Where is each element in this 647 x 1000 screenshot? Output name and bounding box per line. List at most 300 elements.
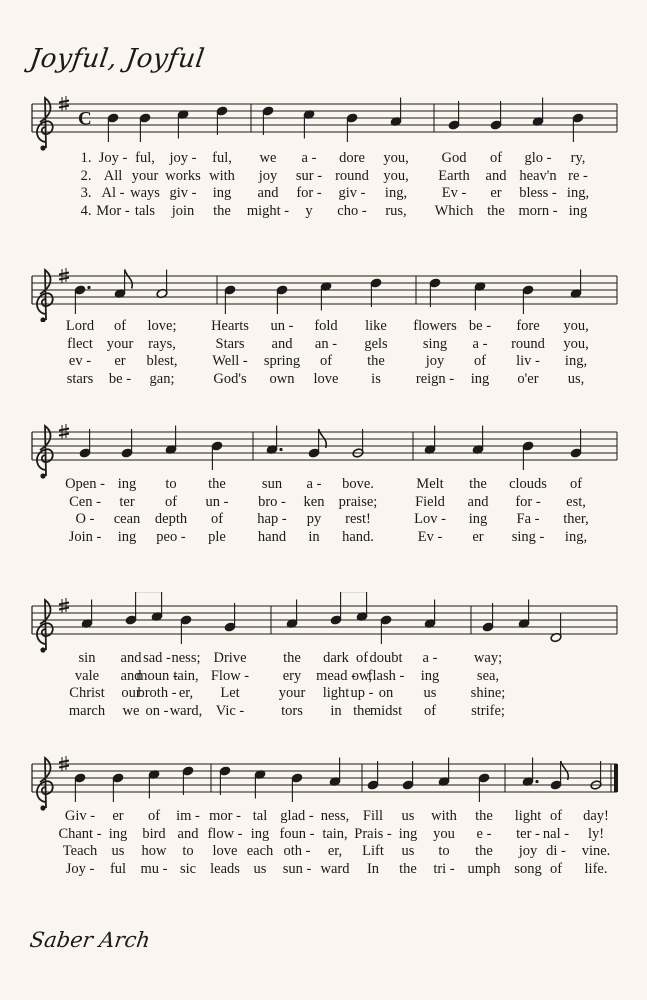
lyric-syllable: the: [353, 702, 371, 719]
lyric-syllable: you,: [563, 335, 589, 352]
lyric-syllable: sun -: [282, 860, 312, 877]
lyric-syllable: the: [487, 202, 505, 219]
lyric-syllable: Al -: [101, 185, 125, 201]
lyric-syllable: praise;: [338, 493, 378, 510]
lyric-syllable: Christ: [69, 685, 105, 701]
lyric-syllable: and: [177, 825, 199, 842]
note: [262, 106, 274, 135]
lyric-syllable: reign -: [415, 370, 455, 387]
note: [329, 758, 341, 787]
lyric-syllable: Mor -: [96, 202, 130, 219]
lyric-syllable: sad -: [143, 650, 171, 666]
lyric-syllable: tri -: [433, 860, 455, 877]
lyric-syllable: the: [399, 860, 417, 877]
note: [308, 429, 326, 458]
lyric-line-verse-4: [0, 861, 647, 878]
lyric-syllable: depth: [154, 511, 188, 527]
lyric-syllable: the: [469, 476, 487, 492]
lyric-syllable: Ev -: [417, 528, 443, 545]
lyric-syllable: up -: [350, 685, 374, 701]
lyric-syllable: of: [319, 353, 333, 369]
lyric-line-verse-3: [0, 185, 647, 202]
lyric-syllable: Lord: [65, 318, 95, 334]
lyric-syllable: strife;: [471, 702, 505, 719]
lyric-syllable: est,: [566, 493, 586, 510]
lyric-syllable: flowers: [413, 318, 457, 334]
note: [165, 426, 177, 455]
lyric-syllable: day!: [583, 808, 609, 824]
lyric-syllable: er,: [178, 685, 194, 701]
flag: [125, 270, 133, 289]
lyric-syllable: bro -: [258, 493, 286, 510]
lyric-syllable: way;: [473, 650, 503, 666]
lyric-syllable: of: [147, 808, 161, 824]
note: [490, 101, 502, 130]
lyric-syllable: ways: [130, 185, 160, 201]
note: [390, 98, 402, 127]
lyric-syllable: vale: [74, 667, 100, 684]
lyric-syllable: the: [367, 353, 385, 369]
lyric-syllable: us: [253, 860, 267, 877]
music-system-3: [0, 418, 647, 558]
lyric-syllable: O -: [75, 511, 95, 527]
lyric-syllable: of: [164, 493, 178, 510]
lyric-syllable: ry,: [570, 150, 586, 166]
lyric-syllable: Joy -: [65, 860, 95, 877]
staff-svg: [0, 262, 647, 322]
verse-number: 3.: [80, 185, 92, 201]
lyric-syllable: flect: [67, 335, 93, 352]
note: [320, 281, 332, 310]
lyric-syllable: is: [371, 370, 381, 387]
lyric-syllable: ing: [568, 202, 588, 219]
lyric-syllable: sic: [179, 860, 197, 877]
lyric-syllable: umph: [467, 860, 501, 877]
lyric-syllable: you: [433, 825, 455, 842]
lyric-syllable: in: [330, 702, 342, 719]
lyric-line-verse-3: [0, 353, 647, 370]
lyric-syllable: flash -: [367, 667, 405, 684]
lyric-line-verse-2: [0, 168, 647, 185]
lyric-syllable: we: [122, 702, 140, 719]
lyric-syllable: Prais -: [354, 825, 392, 842]
music-system-5: [0, 750, 647, 890]
lyric-syllable: of: [210, 511, 224, 527]
lyric-syllable: Teach: [62, 843, 98, 859]
note: [182, 766, 194, 795]
lyric-syllable: God: [441, 150, 467, 166]
lyric-syllable: Lift: [362, 843, 384, 859]
note: [303, 109, 315, 138]
lyric-syllable: and: [467, 493, 489, 510]
note: [380, 615, 392, 644]
lyric-syllable: us,: [567, 370, 585, 387]
lyric-syllable: and: [257, 185, 279, 201]
lyric-syllable: us: [111, 843, 125, 859]
lyric-line-verse-4: [0, 203, 647, 220]
lyric-syllable: bove.: [342, 476, 374, 492]
note: [148, 769, 160, 798]
note: [522, 758, 539, 787]
lyric-syllable: Giv -: [64, 808, 96, 824]
note: [224, 285, 236, 314]
note: [224, 603, 236, 632]
lyric-syllable: your: [278, 685, 306, 701]
note: [590, 761, 602, 790]
lyric-syllable: fore: [516, 318, 540, 334]
lyric-syllable: leads: [210, 860, 240, 877]
lyric-syllable: join: [171, 202, 195, 219]
lyric-line-verse-2: [0, 668, 647, 685]
lyric-syllable: er: [114, 353, 126, 369]
lyric-syllable: and: [120, 650, 142, 666]
lyric-syllable: sin: [78, 650, 96, 666]
lyric-line-verse-3: [0, 511, 647, 528]
lyric-syllable: us: [423, 685, 437, 701]
verse-number: 4.: [80, 202, 92, 219]
lyric-syllable: ly!: [587, 825, 605, 842]
lyric-syllable: ness,: [320, 808, 350, 824]
lyric-syllable: works: [165, 167, 201, 184]
lyric-syllable: ple: [208, 528, 226, 545]
dot: [535, 780, 538, 783]
note: [107, 113, 119, 142]
lyric-syllable: ing: [117, 528, 137, 545]
note: [448, 101, 460, 130]
lyric-syllable: mor -: [209, 808, 241, 824]
lyric-syllable: broth -: [137, 685, 177, 701]
lyric-syllable: on: [378, 685, 394, 701]
lyric-syllable: the: [475, 808, 493, 824]
time-signature: C: [78, 108, 92, 130]
lyric-syllable: ter -: [516, 825, 540, 842]
music-system-1: [0, 90, 647, 230]
lyric-syllable: of: [569, 476, 583, 492]
lyric-line-verse-1: [0, 318, 647, 335]
lyric-syllable: joy: [425, 353, 445, 369]
lyric-syllable: py: [306, 511, 322, 527]
lyric-syllable: an -: [314, 335, 338, 352]
note: [125, 592, 137, 625]
lyric-syllable: to: [438, 843, 450, 859]
lyric-syllable: liv -: [516, 353, 540, 369]
lyric-syllable: ness;: [171, 650, 201, 666]
lyric-syllable: rus,: [385, 202, 407, 219]
verse-number: 1.: [80, 150, 92, 166]
lyric-syllable: hand.: [342, 528, 374, 545]
lyric-syllable: of: [549, 808, 563, 824]
music-system-2: [0, 262, 647, 402]
lyric-syllable: Lov -: [414, 511, 446, 527]
note: [177, 109, 189, 138]
lyric-line-verse-1: [0, 650, 647, 667]
lyric-syllable: Open -: [65, 476, 105, 492]
lyric-syllable: dore: [339, 150, 365, 166]
lyric-syllable: clouds: [509, 476, 547, 492]
lyric-syllable: ing: [108, 825, 128, 842]
lyric-syllable: march: [68, 702, 106, 719]
lyric-syllable: tain,: [322, 825, 348, 842]
lyric-syllable: Flow -: [210, 667, 250, 684]
lyric-syllable: ing: [398, 825, 418, 842]
lyric-syllable: to: [165, 476, 177, 492]
note: [472, 426, 484, 455]
lyric-syllable: gan;: [149, 370, 175, 387]
lyric-syllable: shine;: [470, 685, 506, 701]
note: [550, 614, 562, 643]
lyric-syllable: sur -: [295, 167, 323, 184]
note: [346, 113, 358, 142]
lyric-line-verse-4: [0, 703, 647, 720]
lyric-syllable: ing: [212, 185, 232, 201]
lyric-syllable: bless -: [519, 185, 557, 201]
lyric-syllable: Field: [415, 493, 445, 510]
note: [139, 113, 151, 142]
staff-svg: [0, 418, 647, 480]
lyric-syllable: joy: [518, 843, 538, 859]
lyric-syllable: moun -: [136, 667, 178, 684]
lyric-syllable: mu -: [140, 860, 168, 877]
lyric-syllable: us: [401, 843, 415, 859]
dot: [279, 448, 282, 451]
lyric-syllable: tain,: [173, 667, 199, 684]
lyric-syllable: ful: [109, 860, 127, 877]
note: [474, 281, 486, 310]
lyric-syllable: fold: [314, 318, 338, 334]
lyric-syllable: Cen -: [69, 493, 101, 510]
lyric-syllable: you,: [383, 167, 409, 184]
lyric-syllable: Drive: [213, 650, 247, 666]
lyric-syllable: Hearts: [211, 318, 249, 334]
note: [79, 429, 91, 458]
lyric-syllable: the: [283, 650, 301, 666]
lyric-syllable: im -: [176, 808, 200, 824]
verse-number: 2.: [80, 167, 92, 184]
lyric-syllable: Melt: [416, 476, 444, 492]
lyric-syllable: your: [131, 167, 159, 184]
lyric-syllable: and: [120, 667, 142, 684]
lyric-syllable: ward: [320, 860, 350, 877]
note: [74, 285, 91, 314]
lyric-line-verse-1: [0, 808, 647, 825]
lyric-syllable: glad -: [280, 808, 314, 824]
note: [478, 773, 490, 802]
lyric-syllable: and: [485, 167, 507, 184]
note: [180, 615, 192, 644]
note: [424, 600, 436, 629]
note: [572, 113, 584, 142]
lyric-syllable: be -: [108, 370, 132, 387]
lyric-syllable: you,: [383, 150, 409, 166]
lyric-syllable: light: [322, 685, 350, 701]
lyric-syllable: Let: [220, 685, 240, 701]
lyric-syllable: giv -: [338, 185, 366, 201]
lyric-syllable: morn -: [518, 202, 558, 219]
lyric-syllable: midst: [369, 702, 403, 719]
lyric-syllable: flow -: [207, 825, 243, 842]
lyric-syllable: the: [475, 843, 493, 859]
lyric-syllable: glo -: [524, 150, 552, 166]
lyric-syllable: ward,: [169, 702, 203, 719]
lyric-syllable: round: [511, 335, 545, 352]
note: [367, 761, 379, 790]
lyric-syllable: blest,: [146, 353, 178, 369]
lyric-syllable: each: [246, 843, 274, 859]
lyric-syllable: with: [209, 167, 235, 184]
lyric-syllable: ter: [119, 493, 135, 510]
note: [438, 758, 450, 787]
lyric-syllable: ery: [282, 667, 302, 684]
lyric-syllable: hap -: [257, 511, 287, 527]
staff-svg: [0, 750, 647, 812]
lyric-syllable: ful,: [135, 150, 155, 166]
note: [522, 285, 534, 314]
note: [266, 426, 283, 455]
lyric-syllable: be -: [468, 318, 492, 334]
lyric-syllable: ing,: [566, 185, 590, 201]
lyric-syllable: er: [112, 808, 124, 824]
lyric-syllable: song: [514, 860, 542, 877]
lyric-syllable: cean: [113, 511, 141, 527]
lyric-syllable: er: [490, 185, 502, 201]
lyric-syllable: un -: [270, 318, 294, 334]
lyric-syllable: to: [182, 843, 194, 859]
note: [74, 773, 86, 802]
note: [219, 766, 231, 795]
note: [291, 773, 303, 802]
lyric-syllable: Stars: [215, 335, 245, 352]
lyric-syllable: own: [269, 370, 295, 387]
lyric-syllable: Fill: [362, 808, 384, 824]
lyric-syllable: sing -: [511, 528, 545, 545]
hymn-title: Joyful, Joyful: [27, 44, 207, 74]
lyric-syllable: Ev -: [441, 185, 467, 201]
lyric-syllable: sing: [422, 335, 448, 352]
lyric-syllable: might -: [246, 202, 290, 219]
lyric-syllable: Vic -: [215, 702, 245, 719]
lyric-syllable: Which: [434, 202, 474, 219]
dot: [87, 286, 90, 289]
lyric-syllable: Joy -: [98, 150, 128, 166]
lyric-syllable: of: [113, 318, 127, 334]
lyric-syllable: ken: [303, 493, 325, 510]
lyric-syllable: rays,: [148, 335, 176, 352]
note: [216, 106, 228, 135]
note: [136, 592, 163, 622]
lyric-syllable: oth -: [283, 843, 311, 859]
lyric-syllable: our: [121, 685, 141, 701]
note: [112, 773, 124, 802]
lyric-line-verse-2: [0, 494, 647, 511]
lyric-syllable: ing: [468, 511, 488, 527]
lyric-line-verse-1: [0, 476, 647, 493]
lyric-syllable: y: [305, 202, 313, 219]
lyric-syllable: Well -: [212, 353, 248, 369]
lyric-syllable: ing,: [564, 353, 588, 369]
lyric-syllable: ther,: [563, 511, 589, 527]
lyric-syllable: All: [103, 167, 123, 184]
note: [352, 429, 364, 458]
lyric-syllable: and: [271, 335, 293, 352]
note: [156, 270, 168, 299]
lyric-syllable: love: [212, 843, 238, 859]
lyric-syllable: di -: [546, 843, 566, 859]
note: [522, 441, 534, 470]
lyric-syllable: Fa -: [516, 511, 540, 527]
lyric-syllable: ful,: [212, 150, 232, 166]
note: [211, 441, 223, 470]
lyric-syllable: sea,: [476, 667, 500, 684]
lyric-syllable: round: [335, 167, 369, 184]
lyric-syllable: cho -: [337, 202, 367, 219]
lyric-syllable: vine.: [581, 843, 611, 859]
lyric-syllable: o'er: [517, 370, 539, 387]
lyric-syllable: sun: [261, 476, 283, 492]
lyric-syllable: tal: [252, 808, 268, 824]
lyric-syllable: like: [365, 318, 387, 334]
lyric-line-verse-1: [0, 150, 647, 167]
lyric-syllable: joy -: [169, 150, 197, 166]
lyric-syllable: of: [355, 650, 369, 666]
lyric-syllable: your: [106, 335, 134, 352]
lyric-line-verse-2: [0, 826, 647, 843]
lyric-syllable: ing: [250, 825, 270, 842]
lyric-syllable: giv -: [169, 185, 197, 201]
lyric-syllable: In: [366, 860, 380, 877]
lyric-syllable: un -: [205, 493, 229, 510]
note: [424, 426, 436, 455]
lyric-syllable: ow,: [351, 667, 373, 684]
lyric-syllable: light: [514, 808, 542, 824]
lyric-syllable: a -: [306, 476, 322, 492]
lyric-syllable: bird: [142, 825, 166, 842]
note: [482, 603, 494, 632]
note: [276, 285, 288, 314]
lyric-syllable: in: [308, 528, 320, 545]
note: [81, 600, 93, 629]
lyric-line-verse-3: [0, 685, 647, 702]
lyric-syllable: ing,: [384, 185, 408, 201]
lyric-syllable: the: [208, 476, 226, 492]
lyric-syllable: of: [473, 353, 487, 369]
lyric-syllable: hand: [257, 528, 287, 545]
lyric-syllable: you,: [563, 318, 589, 334]
lyric-syllable: heav'n: [519, 167, 557, 184]
lyric-syllable: a -: [472, 335, 488, 352]
lyric-syllable: rest!: [345, 511, 371, 527]
lyric-syllable: us: [401, 808, 415, 824]
lyric-syllable: joy: [258, 167, 278, 184]
lyric-syllable: Earth: [438, 167, 470, 184]
lyric-syllable: Join -: [68, 528, 102, 545]
staff-svg: [0, 90, 647, 154]
note: [518, 600, 530, 629]
note: [570, 270, 582, 299]
lyric-syllable: Chant -: [58, 825, 102, 842]
note: [286, 600, 298, 629]
lyric-line-verse-3: [0, 843, 647, 860]
note: [570, 429, 582, 458]
lyric-syllable: stars: [66, 370, 94, 387]
lyric-line-verse-4: [0, 529, 647, 546]
note: [550, 761, 568, 790]
lyric-syllable: the: [213, 202, 231, 219]
lyric-syllable: with: [431, 808, 457, 824]
lyric-syllable: for -: [296, 185, 322, 201]
lyric-syllable: a -: [301, 150, 317, 166]
lyric-syllable: doubt: [369, 650, 403, 666]
lyric-syllable: spring: [263, 353, 301, 369]
